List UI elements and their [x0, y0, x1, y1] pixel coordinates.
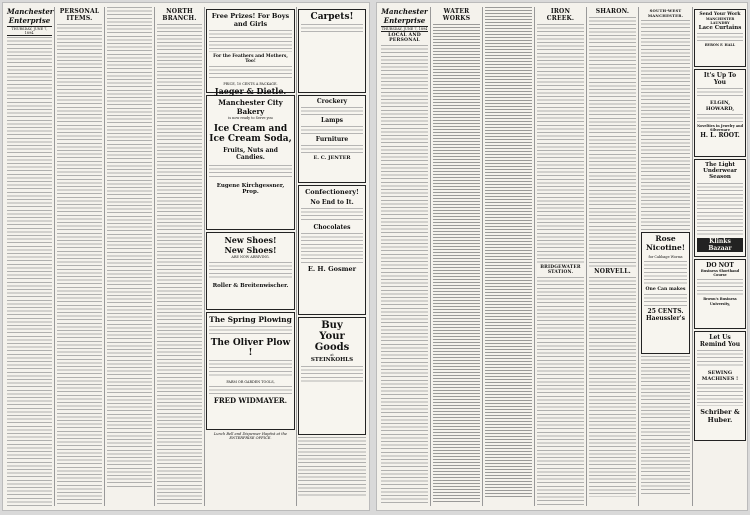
left-dateline: THURSDAY, JUNE 7, 1894.: [7, 26, 52, 36]
article-text-block: [107, 7, 152, 487]
article-text-block: [298, 437, 366, 497]
article-text-block: [537, 277, 584, 506]
personal-items-heading: PERSONAL ITEMS.: [59, 8, 100, 22]
right-column-4: [535, 7, 587, 506]
north-branch-heading: NORTH BRANCH.: [162, 8, 197, 22]
carpets-ad: Carpets!: [298, 9, 366, 93]
right-column-ads: [693, 7, 747, 506]
south-west-manchester-heading: SOUTH-WEST MANCHESTER.: [647, 8, 684, 18]
water-works-heading: WATER WORKS: [442, 8, 471, 22]
left-masthead: Manchester Enterprise: [7, 7, 54, 25]
left-column-2: [55, 7, 105, 506]
new-shoes-ad: New Shoes! New Shoes! ARE NOW ARRIVING. Roller & Breitenwischer.: [206, 232, 295, 310]
enterprise-footer-note: Lunch Bell and Dispenser Haptist at the ENTERPRISE OFFICE.: [213, 432, 288, 440]
left-column-4: [155, 7, 205, 506]
left-column-ads-1: [205, 7, 297, 506]
article-text-block: [485, 7, 532, 497]
article-text-block: [57, 24, 102, 504]
sewing-machines-ad: Let Us Remind You SEWING MACHINES ! Schriber & Huber.: [694, 331, 746, 441]
article-text-block: [433, 24, 480, 504]
business-university-ad: DO NOT Business Shorthand Course Brown's Business University,: [694, 259, 746, 329]
article-text-block: [157, 24, 202, 504]
article-text-block: [589, 17, 636, 267]
bridgewater-station-heading: BRIDGEWATER STATION.: [540, 265, 581, 275]
article-text-block: [641, 356, 690, 496]
underwear-bazaar-ad: The Light Underwear Season Klinks Bazaar: [694, 159, 746, 257]
free-prizes-ad: Free Prizes! For Boys and Girls For the Feathers and Mothers, Too! PRICE, 10 CENTS A PACKAGE. Jaeger & Dietle.: [206, 9, 295, 93]
right-dateline: THURSDAY, JUNE 7, 1894: [381, 27, 428, 31]
right-column-5: [587, 7, 639, 506]
bakery-ad: Manchester City Bakery is now ready to Serve you Ice Cream and Ice Cream Soda, Fruits, Nuts and Candies. Eugene Kirchgessner, Prop.: [206, 95, 295, 230]
jewelry-ad: It's Up To You ELGIN, HOWARD, Novelties in Jewelry and Silverware H. L. ROOT.: [694, 69, 746, 157]
article-text-block: [7, 37, 52, 506]
article-text-block: [381, 45, 428, 506]
right-newspaper-page: [376, 2, 748, 511]
left-column-3: [105, 7, 155, 506]
right-masthead: Manchester Enterprise: [381, 7, 428, 25]
confectionery-ad: Confectionery! No End to It. Chocolates E. H. Gosmer: [298, 185, 366, 315]
rose-nicotine-ad: Rose Nicotine! for Cabbage Worms One Can makes 25 CENTS. Haeussler's: [641, 232, 690, 354]
iron-creek-heading: IRON CREEK.: [546, 8, 575, 22]
right-column-1: [379, 7, 431, 506]
local-personal-heading: LOCAL AND PERSONAL: [388, 33, 421, 43]
left-column-ads-2: [297, 7, 367, 506]
manchester-laundry-ad: Send Your Work MANCHESTER LAUNDRY Lace Curtains BYRON F. HALL: [694, 9, 746, 67]
article-text-block: [641, 20, 690, 230]
right-column-2: [431, 7, 483, 506]
sharon-heading: SHARON.: [595, 8, 630, 15]
article-text-block: [537, 24, 584, 264]
buy-your-goods-ad: Buy Your Goods at STEINKOHLS: [298, 317, 366, 435]
article-text-block: [589, 277, 636, 497]
left-newspaper-page: [2, 2, 370, 511]
right-column-6: [639, 7, 693, 506]
spring-plowing-ad: The Spring Plowing The Oliver Plow ! FARM OR GARDEN TOOLS, FRED WIDMAYER.: [206, 312, 295, 430]
norvell-heading: NORVELL.: [594, 268, 631, 275]
crockery-lamps-furniture-ad: Crockery Lamps Furniture E. C. JENTER: [298, 95, 366, 183]
left-column-1: [5, 7, 55, 506]
right-column-3: [483, 7, 535, 506]
